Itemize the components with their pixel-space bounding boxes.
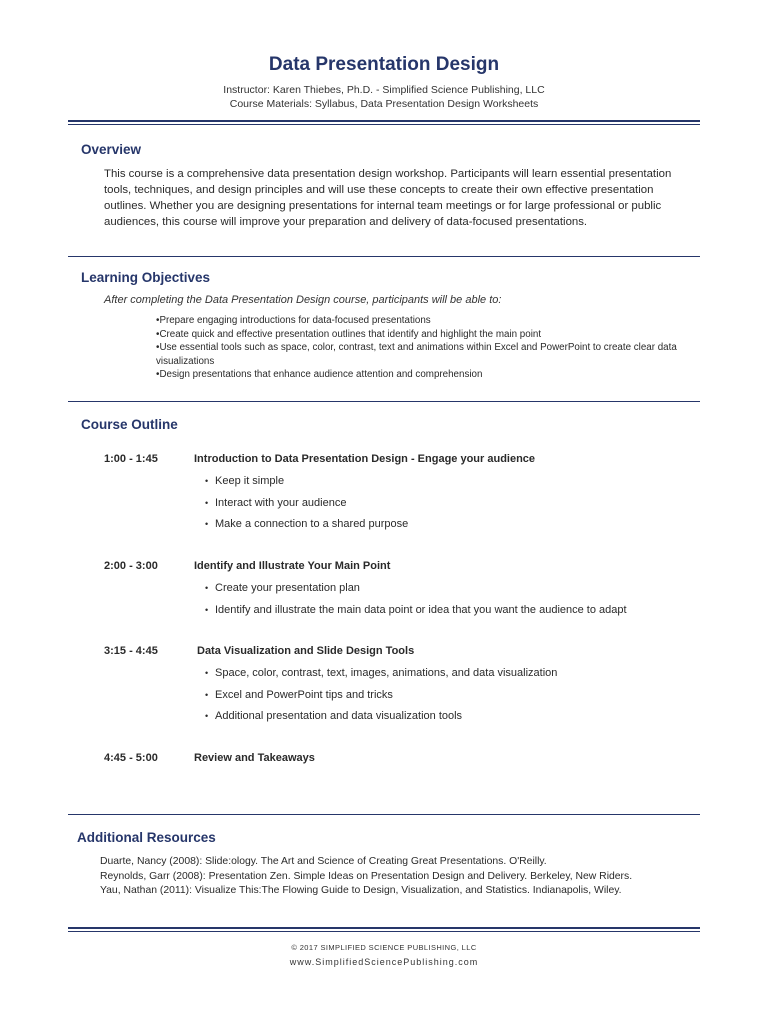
session-bullet: • Keep it simple (205, 475, 285, 487)
session-time: 1:00 - 1:45 (104, 453, 158, 465)
section-divider (68, 256, 700, 257)
header-divider (68, 120, 700, 125)
session-title: Data Visualization and Slide Design Tools (197, 645, 415, 657)
page-title: Data Presentation Design (268, 54, 500, 75)
overview-paragraph (104, 166, 694, 230)
session-bullet: • Identify and illustrate the main data point or idea that you want the audience to adapt (205, 603, 627, 616)
session-title: Review and Takeaways (194, 752, 315, 764)
session-bullet: • Interact with your audience (205, 496, 347, 509)
section-divider (68, 401, 700, 402)
resource-item: Yau, Nathan (2011): Visualize This:The Flowing Guide to Design, Visualization, and Statistics. Indianapolis, Wiley. (100, 885, 622, 896)
overview-line: audiences, this course will improve your preparation and delivery of data-focused presentations. (104, 216, 588, 228)
footer-divider (68, 927, 700, 932)
session-bullet: • Create your presentation plan (205, 582, 360, 594)
objectives-intro: After completing the Data Presentation Design course, participants will be able to: (104, 294, 502, 306)
session-bullet: • Space, color, contrast, text, images, animations, and data visualization (205, 667, 558, 679)
instructor-line: Instructor: Karen Thiebes, Ph.D. - Simplified Science Publishing, LLC (223, 84, 545, 96)
resource-item: Duarte, Nancy (2008): Slide:ology. The Art and Science of Creating Great Presentations. O'Reilly. (100, 856, 547, 867)
overview-line: tools, techniques, and design principles and will use these concepts to create their own effective presentation (104, 184, 654, 196)
objective-item: • Create quick and effective presentation outlines that identify and highlight the main point (156, 328, 696, 342)
session-time: 4:45 - 5:00 (104, 752, 158, 764)
session-title: Identify and Illustrate Your Main Point (194, 560, 391, 572)
overview-line: This course is a comprehensive data presentation design workshop. Participants will learn essential presentation (104, 168, 672, 180)
objectives-list (156, 314, 696, 382)
resources-list (100, 855, 700, 899)
additional-resources-heading: Additional Resources (77, 830, 216, 845)
objective-item: • Design presentations that enhance audience attention and comprehension (156, 368, 696, 382)
objective-item: • Use essential tools such as space, color, contrast, text and animations within Excel and PowerPoint to create clear data visualizations (156, 341, 696, 368)
website-url: www.SimplifiedSciencePublishing.com (289, 957, 479, 967)
resource-item: Reynolds, Garr (2008): Presentation Zen. Simple Ideas on Presentation Design and Delivery. Berkeley, New Riders. (100, 870, 633, 882)
session-bullets (205, 578, 627, 621)
overview-heading: Overview (81, 142, 142, 157)
session-bullets (205, 663, 557, 728)
session-bullet: • Additional presentation and data visualization tools (205, 710, 463, 722)
course-outline-heading: Course Outline (81, 417, 178, 432)
learning-objectives-heading: Learning Objectives (81, 270, 211, 285)
session-time: 2:00 - 3:00 (104, 560, 158, 572)
overview-line: outlines. Whether you are designing presentations for internal team meetings or for large professional or public (104, 200, 662, 212)
course-materials-line: Course Materials: Syllabus, Data Presentation Design Worksheets (229, 98, 539, 110)
session-time: 3:15 - 4:45 (104, 645, 158, 657)
session-bullet: • Make a connection to a shared purpose (205, 518, 409, 530)
objective-item: • Prepare engaging introductions for data-focused presentations (156, 314, 696, 328)
copyright-notice: © 2017 SIMPLIFIED SCIENCE PUBLISHING, LLC (291, 943, 477, 952)
session-bullet: • Excel and PowerPoint tips and tricks (205, 688, 393, 701)
session-title: Introduction to Data Presentation Design - Engage your audience (194, 453, 536, 465)
session-bullets (205, 471, 408, 536)
section-divider (68, 814, 700, 815)
